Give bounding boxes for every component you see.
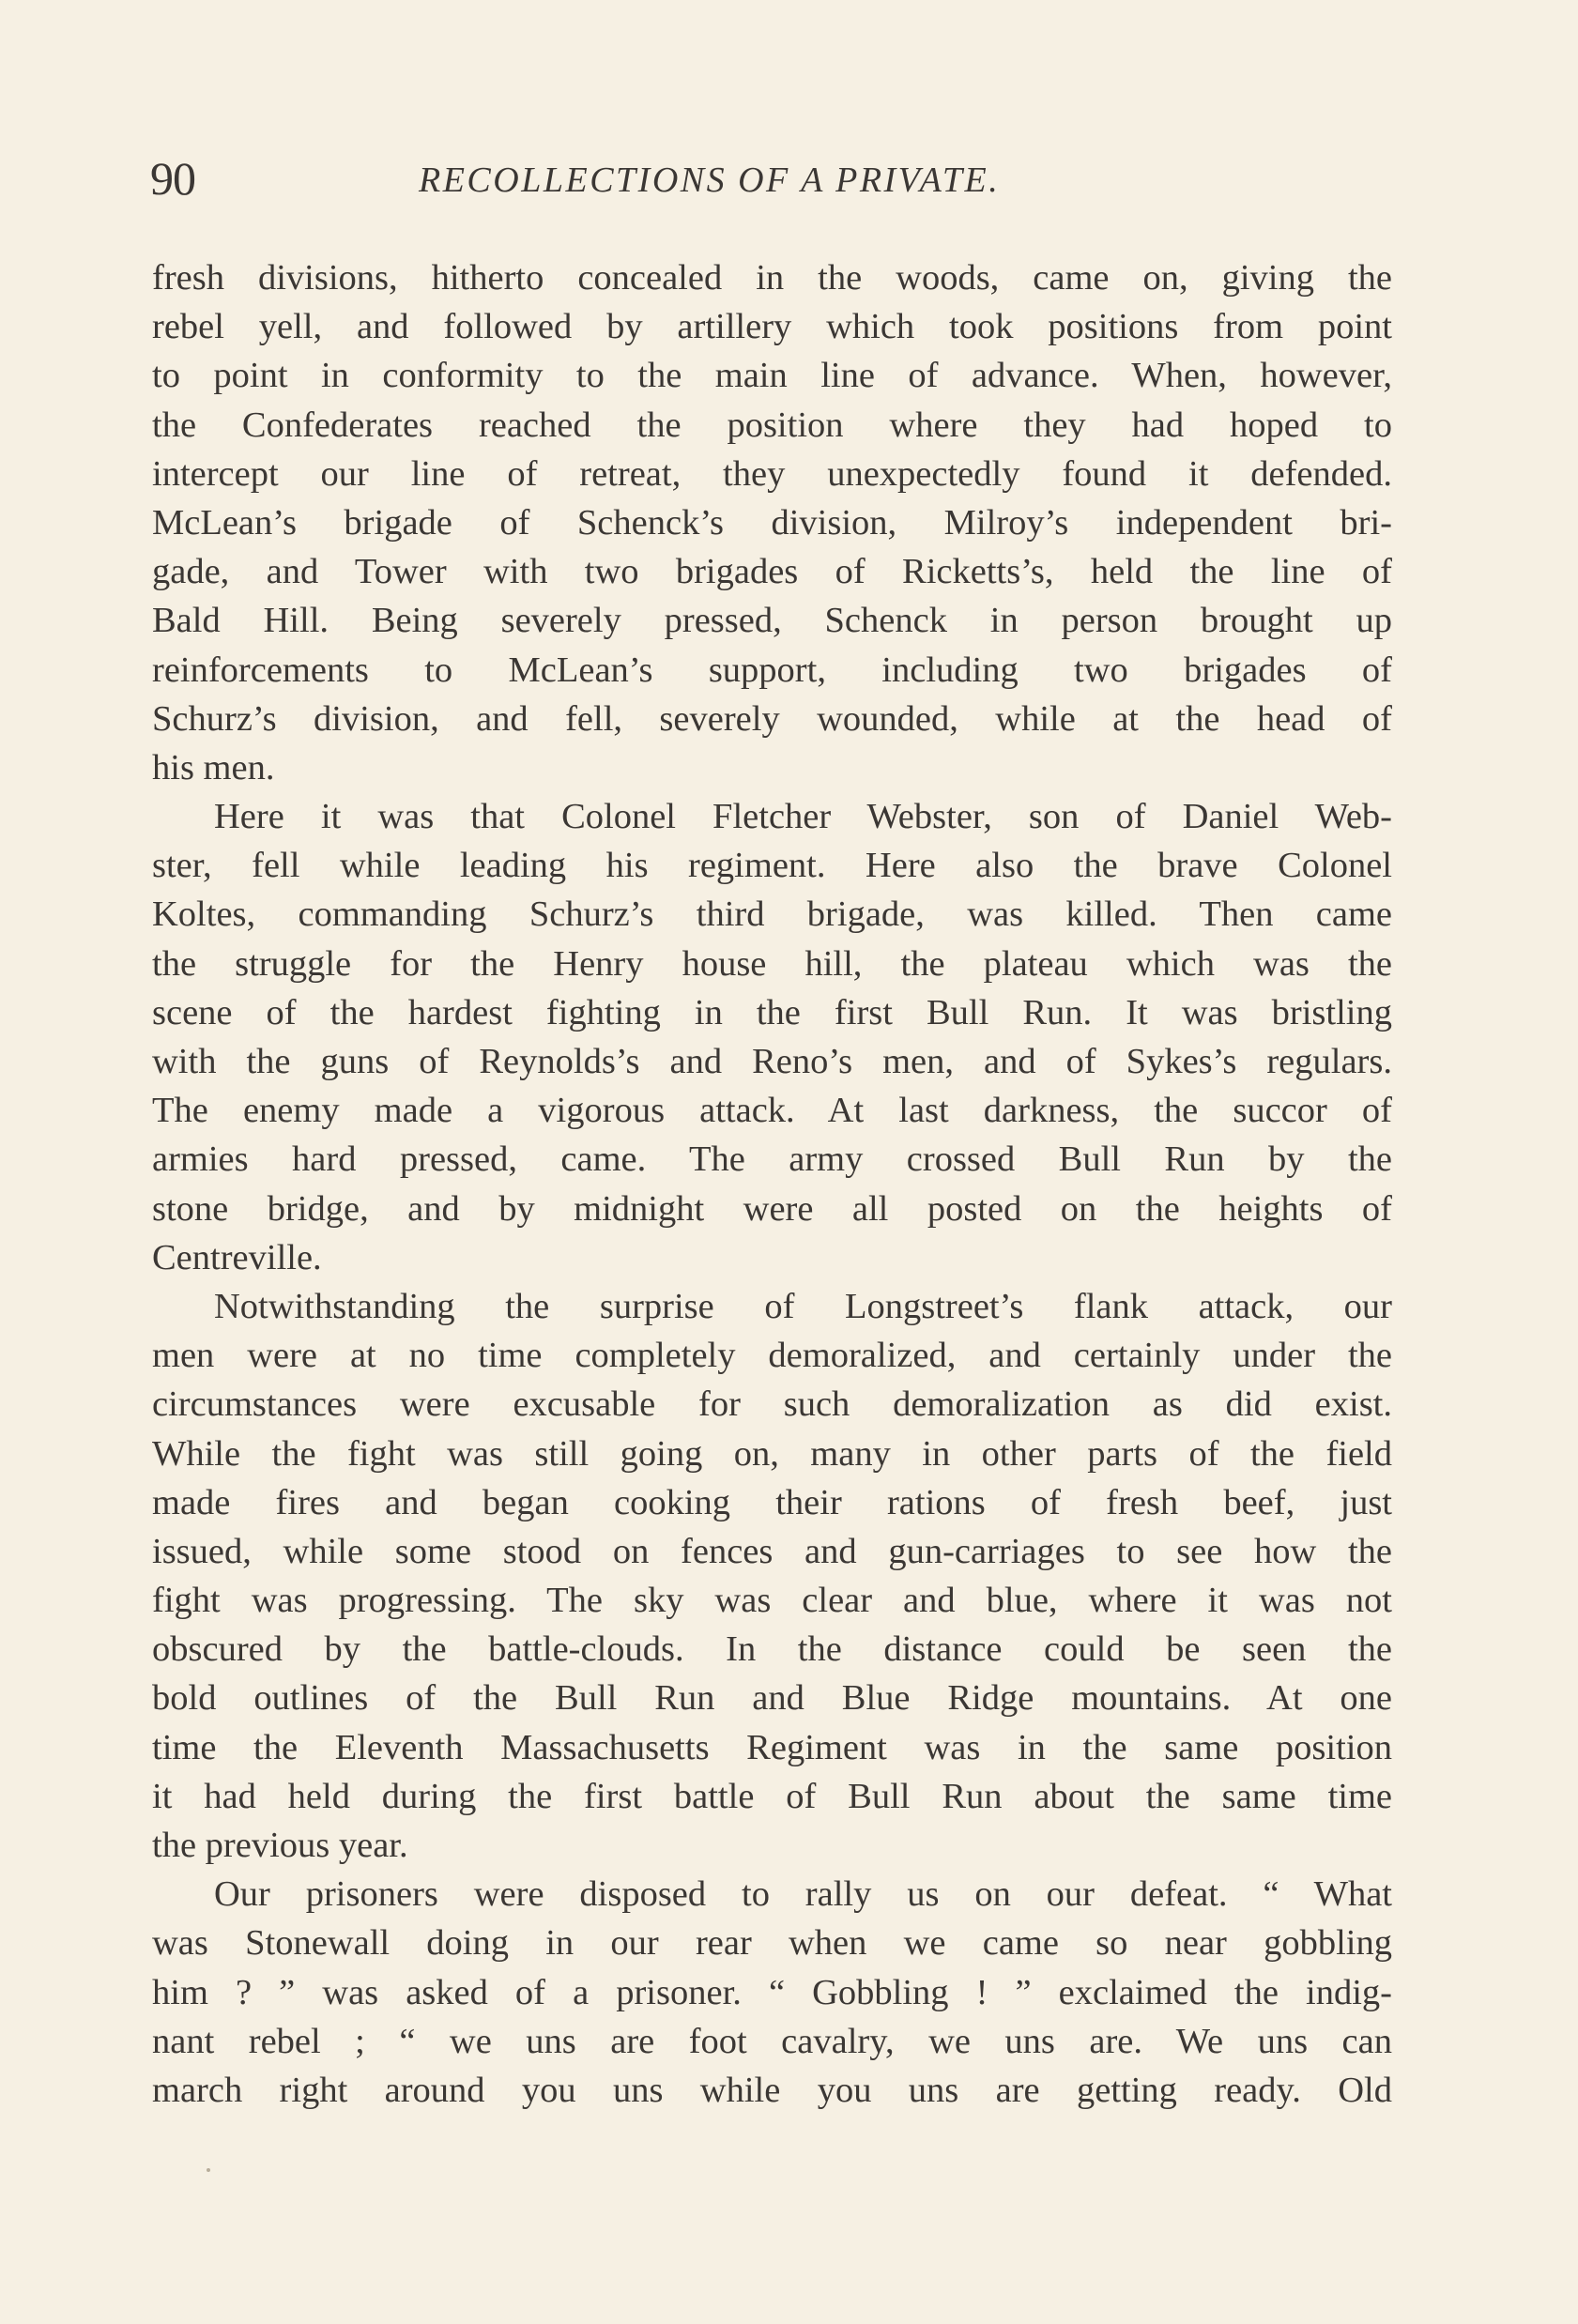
text-line: Schurz’s division, and fell, severely wounded, while at the head of [152,698,1392,739]
text-line: fresh divisions, hitherto concealed in the woods, came on, giving the [152,258,1392,298]
text-line: the previous year. [152,1826,408,1865]
text-line: the Confederates reached the position where they had hoped to [152,405,1392,445]
text-line: reinforcements to McLean’s support, including two brigades of [152,650,1392,690]
text-line: ster, fell while leading his regiment. Here also the brave Colonel [152,846,1392,886]
text-line: obscured by the battle-clouds. In the distance could be seen the [152,1629,1392,1670]
text-line: circumstances were excusable for such demoralization as did exist. [152,1384,1392,1425]
text-line: his men. [152,747,275,787]
text-line: The enemy made a vigorous attack. At last darkness, the succor of [152,1091,1392,1131]
text-line: it had held during the first battle of Bull Run about the same time [152,1776,1392,1816]
text-line: issued, while some stood on fences and gun-carriages to see how the [152,1531,1392,1571]
text-line: Bald Hill. Being severely pressed, Schenck in person brought up [152,601,1392,641]
body-text [152,253,1392,2115]
text-line: Here it was that Colonel Fletcher Webster, son of Daniel Web- [214,797,1392,837]
text-line: scene of the hardest fighting in the first Bull Run. It was bristling [152,992,1392,1032]
text-line: armies hard pressed, came. The army crossed Bull Run by the [152,1139,1392,1180]
text-line: him ? ” was asked of a prisoner. “ Gobbling ! ” exclaimed the indig- [152,1972,1392,2012]
text-line: fight was progressing. The sky was clear and blue, where it was not [152,1581,1392,1621]
text-line: Koltes, commanding Schurz’s third brigade, was killed. Then came [152,894,1392,935]
text-line: to point in conformity to the main line of advance. When, however, [152,356,1392,396]
text-line: intercept our line of retreat, they unexpectedly found it defended. [152,453,1392,494]
text-line: Centreville. [152,1237,322,1277]
text-line: nant rebel ; “ we uns are foot cavalry, we uns are. We uns can [152,2021,1392,2061]
text-line: bold outlines of the Bull Run and Blue Ridge mountains. At one [152,1678,1392,1719]
text-line: the struggle for the Henry house hill, the plateau which was the [152,943,1392,984]
text-line: rebel yell, and followed by artillery which took positions from point [152,307,1392,347]
text-line: was Stonewall doing in our rear when we came so near gobbling [152,1923,1392,1964]
text-line: men were at no time completely demoralized, and certainly under the [152,1336,1392,1376]
text-line: made fires and began cooking their rations of fresh beef, just [152,1482,1392,1522]
paper-speck [207,2168,210,2172]
text-line: gade, and Tower with two brigades of Ricketts’s, held the line of [152,552,1392,592]
text-line: While the fight was still going on, many in other parts of the field [152,1433,1392,1474]
text-line: McLean’s brigade of Schenck’s division, Milroy’s independent bri- [152,502,1392,543]
text-line: time the Eleventh Massachusetts Regiment was in the same position [152,1727,1392,1767]
text-line: Notwithstanding the surprise of Longstreet’s flank attack, our [214,1286,1392,1326]
running-title: RECOLLECTIONS OF A PRIVATE. [419,161,1001,200]
text-line: stone bridge, and by midnight were all posted on the heights of [152,1188,1392,1229]
text-line: with the guns of Reynolds’s and Reno’s men, and of Sykes’s regulars. [152,1042,1392,1081]
page-number: 90 [150,152,195,205]
text-line: march right around you uns while you uns are getting ready. Old [152,2070,1392,2110]
text-line: Our prisoners were disposed to rally us on our defeat. “ What [214,1874,1392,1915]
